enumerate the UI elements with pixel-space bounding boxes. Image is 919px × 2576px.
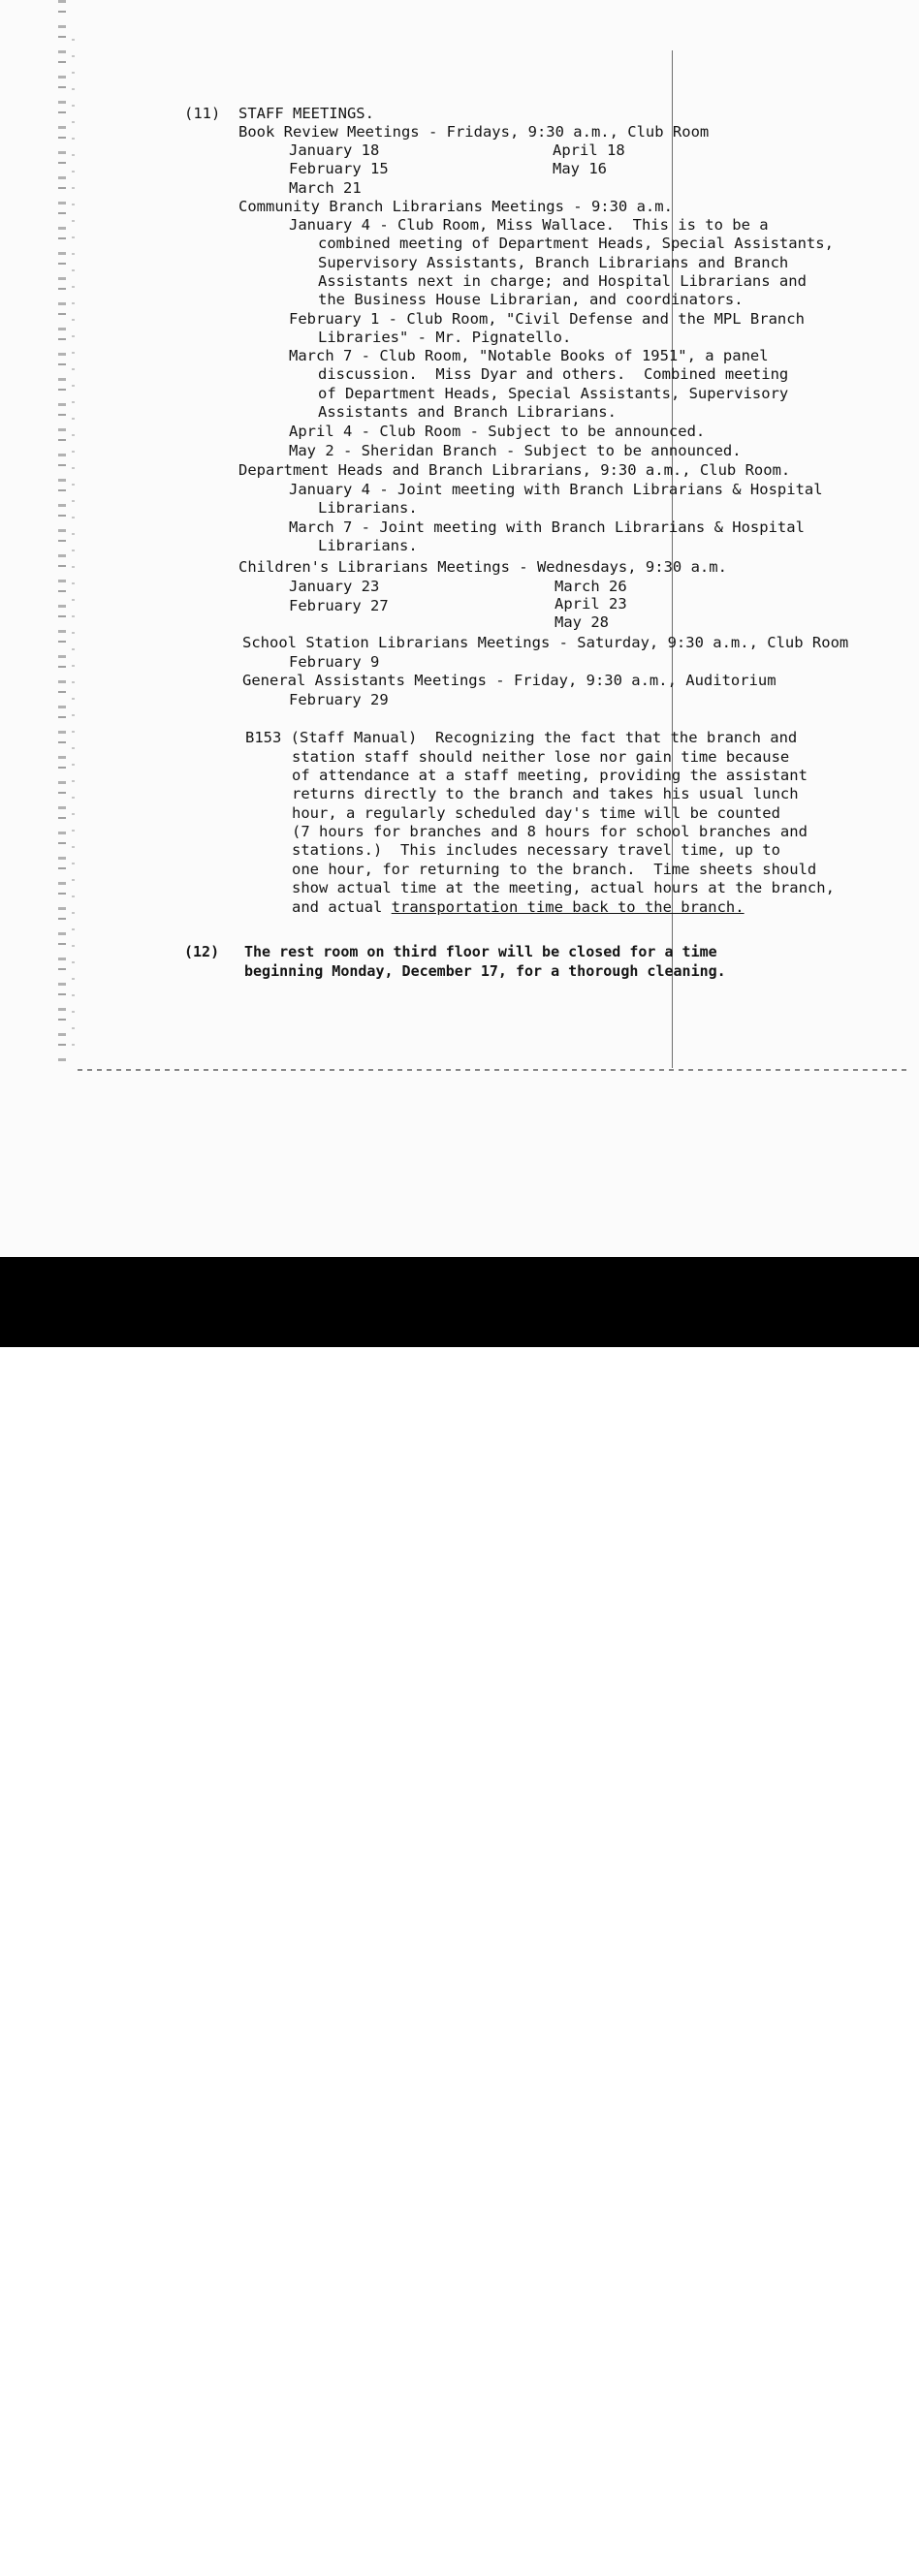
general-assistants-heading: General Assistants Meetings - Friday, 9:30 a.m., Auditorium [242, 672, 776, 689]
childrens-date: January 23 [289, 578, 380, 595]
childrens-date: April 23 [555, 595, 627, 613]
childrens-date: May 28 [555, 613, 609, 631]
community-entry-line: February 1 - Club Room, "Civil Defense and the MPL Branch [289, 310, 805, 328]
community-entry-line: Libraries" - Mr. Pignatello. [318, 329, 572, 346]
image-id: 3AA8G5T [840, 2539, 903, 2555]
book-review-date: January 18 [289, 141, 380, 159]
watermark-strip [0, 1257, 919, 2575]
department-entry-line: March 7 - Joint meeting with Branch Librarians & Hospital [289, 518, 805, 536]
b153-paragraph-line: B153 (Staff Manual) Recognizing the fact that the branch and [245, 729, 798, 746]
school-station-heading: School Station Librarians Meetings - Saturday, 9:30 a.m., Club Room [242, 634, 849, 651]
section-12-line: The rest room on third floor will be closed for a time [244, 943, 717, 960]
community-entry-line: combined meeting of Department Heads, Special Assistants, [318, 235, 834, 252]
childrens-date: February 27 [289, 597, 389, 614]
binding-edge [58, 0, 66, 1066]
section-11-heading: (11) STAFF MEETINGS. [184, 105, 374, 122]
book-review-date: April 18 [553, 141, 625, 159]
community-entry-line: Supervisory Assistants, Branch Librarians and Branch [318, 254, 789, 271]
general-assistants-date: February 29 [289, 691, 389, 708]
school-station-date: February 9 [289, 653, 380, 671]
b153-paragraph-line: (7 hours for branches and 8 hours for school branches and [292, 823, 808, 840]
community-entry-line: April 4 - Club Room - Subject to be announced. [289, 423, 706, 440]
community-entry-line: Assistants and Branch Librarians. [318, 403, 617, 421]
childrens-heading: Children's Librarians Meetings - Wednesdays, 9:30 a.m. [238, 558, 727, 576]
document-page [0, 0, 919, 1257]
b153-paragraph-line: of attendance at a staff meeting, providing the assistant [292, 767, 808, 784]
community-entry-line: May 2 - Sheridan Branch - Subject to be announced. [289, 442, 742, 459]
department-entry-line: Librarians. [318, 499, 418, 517]
book-review-date: March 21 [289, 179, 362, 197]
b153-paragraph-line: returns directly to the branch and takes his usual lunch [292, 785, 799, 802]
b153-paragraph-line: station staff should neither lose nor gain time because [292, 748, 790, 766]
b153-underlined-text: transportation time back to the branch. [391, 898, 745, 916]
book-review-date: February 15 [289, 160, 389, 177]
community-entry-line: the Business House Librarian, and coordinators. [318, 291, 744, 308]
b153-paragraph-line: stations.) This includes necessary travel time, up to [292, 841, 780, 859]
community-entry-line: Assistants next in charge; and Hospital Librarians and [318, 272, 807, 290]
section-12-line: beginning Monday, December 17, for a thorough cleaning. [244, 962, 726, 980]
community-entry-line: discussion. Miss Dyar and others. Combined meeting [318, 365, 789, 383]
section-12-number: (12) [184, 943, 220, 960]
b153-final-text: and actual [292, 898, 392, 916]
community-branch-heading: Community Branch Librarians Meetings - 9:30 a.m. [238, 198, 673, 215]
watermark-id [794, 2537, 903, 2576]
b153-paragraph-line: one hour, for returning to the branch. Time sheets should [292, 861, 817, 878]
department-entry-line: Librarians. [318, 537, 418, 554]
book-review-heading: Book Review Meetings - Fridays, 9:30 a.m., Club Room [238, 123, 710, 141]
binding-edge-marks [72, 39, 75, 1056]
bottom-dotted-line [78, 1069, 911, 1071]
b153-paragraph-line: hour, a regularly scheduled day's time will be counted [292, 804, 780, 822]
b153-paragraph-line: show actual time at the meeting, actual hours at the branch, [292, 879, 835, 896]
community-entry-line: of Department Heads, Special Assistants, Supervisory [318, 385, 789, 402]
community-entry-line: January 4 - Club Room, Miss Wallace. This is to be a [289, 216, 769, 234]
community-entry-line: March 7 - Club Room, "Notable Books of 1951", a panel [289, 347, 769, 364]
watermark-url: www.alamy.com [794, 2559, 903, 2574]
department-entry-line: January 4 - Joint meeting with Branch Librarians & Hospital [289, 481, 823, 498]
book-review-date: May 16 [553, 160, 607, 177]
childrens-date: March 26 [555, 578, 627, 595]
alamy-logo: alamy [6, 2523, 152, 2575]
department-heads-heading: Department Heads and Branch Librarians, 9:30 a.m., Club Room. [238, 461, 791, 479]
b153-paragraph-line [292, 898, 745, 917]
